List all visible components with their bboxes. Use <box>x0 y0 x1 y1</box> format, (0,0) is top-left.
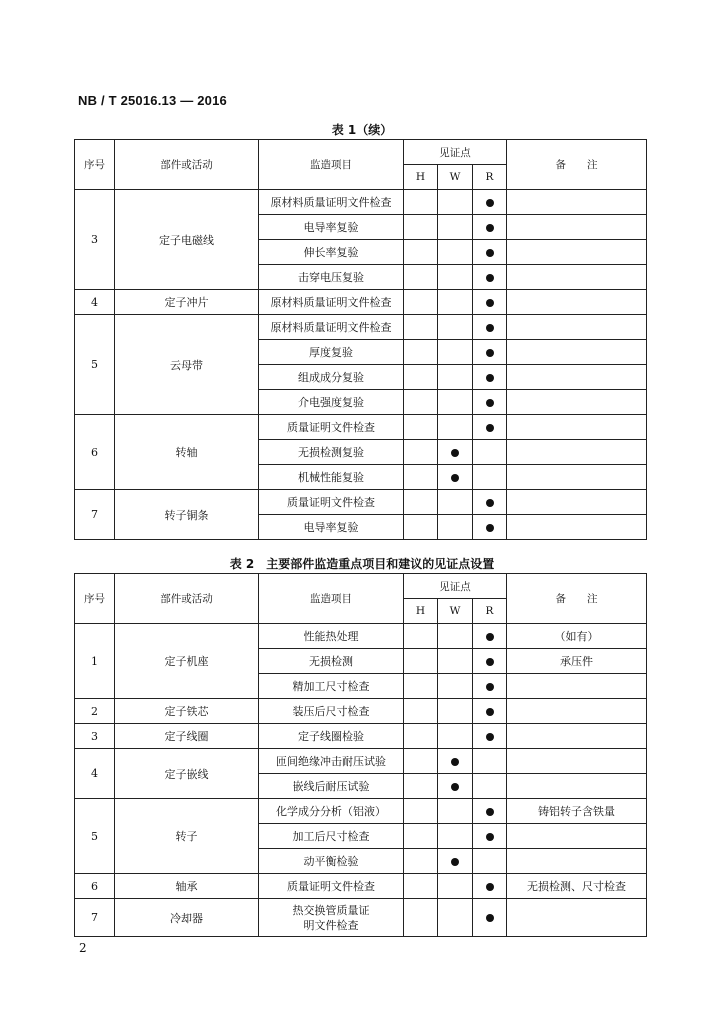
col-header-part: 部件或活动 <box>115 140 259 190</box>
remark <box>507 774 647 799</box>
witness-dot-icon <box>486 708 494 716</box>
remark <box>507 190 647 215</box>
witness-dot-icon <box>486 658 494 666</box>
col-header-h: H <box>404 165 438 190</box>
witness-cell-w <box>438 265 473 290</box>
table-row <box>75 874 647 899</box>
witness-cell-w <box>438 240 473 265</box>
witness-cell-r <box>473 749 507 774</box>
witness-dot-icon <box>486 833 494 841</box>
col-header-h: H <box>404 599 438 624</box>
remark: （如有） <box>507 624 647 649</box>
inspection-item: 击穿电压复验 <box>259 265 404 290</box>
inspection-item: 无损检测 <box>259 649 404 674</box>
part-name: 定子铁芯 <box>115 699 259 724</box>
witness-cell-w <box>438 874 473 899</box>
witness-cell-w <box>438 799 473 824</box>
witness-dot-icon <box>486 633 494 641</box>
table1-caption: 表 1（续） <box>331 123 393 137</box>
witness-cell-w <box>438 849 473 874</box>
witness-dot-icon <box>486 199 494 207</box>
inspection-item: 装压后尺寸检查 <box>259 699 404 724</box>
inspection-item: 动平衡检验 <box>259 849 404 874</box>
witness-cell-w <box>438 415 473 440</box>
witness-cell-r <box>473 674 507 699</box>
witness-cell-w <box>438 215 473 240</box>
inspection-item: 性能热处理 <box>259 624 404 649</box>
col-header-w: W <box>438 165 473 190</box>
table-row <box>75 899 647 937</box>
inspection-item: 厚度复验 <box>259 340 404 365</box>
table-row <box>75 490 647 515</box>
remark <box>507 340 647 365</box>
witness-dot-icon <box>451 783 459 791</box>
witness-cell-r <box>473 190 507 215</box>
witness-cell-r <box>473 624 507 649</box>
witness-cell-h <box>404 215 438 240</box>
witness-cell-r <box>473 390 507 415</box>
witness-cell-w <box>438 440 473 465</box>
witness-cell-h <box>404 340 438 365</box>
remark <box>507 824 647 849</box>
witness-cell-w <box>438 490 473 515</box>
inspection-item: 匝间绝缘冲击耐压试验 <box>259 749 404 774</box>
witness-cell-w <box>438 674 473 699</box>
witness-dot-icon <box>486 424 494 432</box>
inspection-item: 原材料质量证明文件检查 <box>259 315 404 340</box>
col-header-r: R <box>473 165 507 190</box>
witness-cell-w <box>438 824 473 849</box>
col-header-no: 序号 <box>75 574 115 624</box>
witness-cell-h <box>404 515 438 540</box>
remark <box>507 440 647 465</box>
table-row <box>75 415 647 440</box>
part-name: 轴承 <box>115 874 259 899</box>
witness-cell-h <box>404 824 438 849</box>
witness-dot-icon <box>451 858 459 866</box>
witness-cell-r <box>473 290 507 315</box>
col-header-remark: 备 注 <box>507 574 647 624</box>
remark <box>507 390 647 415</box>
remark <box>507 490 647 515</box>
col-header-item: 监造项目 <box>259 140 404 190</box>
part-name: 定子嵌线 <box>115 749 259 799</box>
inspection-item: 质量证明文件检查 <box>259 490 404 515</box>
witness-cell-r <box>473 440 507 465</box>
witness-dot-icon <box>486 249 494 257</box>
inspection-item: 定子线圈检验 <box>259 724 404 749</box>
witness-cell-w <box>438 390 473 415</box>
inspection-item: 热交换管质量证明文件检查 <box>259 899 404 937</box>
witness-cell-w <box>438 699 473 724</box>
witness-dot-icon <box>451 449 459 457</box>
witness-cell-r <box>473 824 507 849</box>
witness-dot-icon <box>486 524 494 532</box>
col-header-points: 见证点 <box>404 574 507 599</box>
part-name: 冷却器 <box>115 899 259 937</box>
witness-dot-icon <box>486 224 494 232</box>
witness-cell-h <box>404 849 438 874</box>
witness-cell-h <box>404 490 438 515</box>
remark <box>507 240 647 265</box>
inspection-item: 组成成分复验 <box>259 365 404 390</box>
witness-cell-h <box>404 415 438 440</box>
witness-cell-r <box>473 649 507 674</box>
col-header-r: R <box>473 599 507 624</box>
witness-cell-h <box>404 290 438 315</box>
witness-cell-r <box>473 340 507 365</box>
remark <box>507 265 647 290</box>
col-header-remark: 备 注 <box>507 140 647 190</box>
witness-cell-r <box>473 874 507 899</box>
remark <box>507 724 647 749</box>
remark <box>507 415 647 440</box>
witness-cell-r <box>473 315 507 340</box>
witness-dot-icon <box>486 349 494 357</box>
witness-cell-w <box>438 315 473 340</box>
witness-cell-h <box>404 874 438 899</box>
witness-dot-icon <box>486 274 494 282</box>
remark <box>507 515 647 540</box>
table-row <box>75 724 647 749</box>
witness-cell-r <box>473 415 507 440</box>
witness-cell-r <box>473 515 507 540</box>
witness-dot-icon <box>486 399 494 407</box>
witness-cell-h <box>404 624 438 649</box>
witness-cell-r <box>473 699 507 724</box>
inspection-item: 精加工尺寸检查 <box>259 674 404 699</box>
table-row <box>75 315 647 340</box>
row-number: 7 <box>75 899 115 937</box>
row-number: 3 <box>75 190 115 290</box>
row-number: 5 <box>75 799 115 874</box>
witness-cell-w <box>438 190 473 215</box>
witness-dot-icon <box>486 683 494 691</box>
witness-cell-w <box>438 340 473 365</box>
table-row <box>75 290 647 315</box>
witness-cell-w <box>438 749 473 774</box>
inspection-item: 嵌线后耐压试验 <box>259 774 404 799</box>
witness-cell-r <box>473 724 507 749</box>
col-header-part: 部件或活动 <box>115 574 259 624</box>
remark <box>507 365 647 390</box>
remark <box>507 674 647 699</box>
witness-dot-icon <box>486 914 494 922</box>
witness-cell-h <box>404 440 438 465</box>
witness-cell-r <box>473 899 507 937</box>
inspection-item: 化学成分分析（铝液） <box>259 799 404 824</box>
inspection-item: 质量证明文件检查 <box>259 415 404 440</box>
part-name: 定子电磁线 <box>115 190 259 290</box>
witness-cell-h <box>404 649 438 674</box>
witness-cell-r <box>473 215 507 240</box>
witness-cell-h <box>404 265 438 290</box>
inspection-item: 无损检测复验 <box>259 440 404 465</box>
remark: 承压件 <box>507 649 647 674</box>
witness-cell-h <box>404 315 438 340</box>
table-row <box>75 799 647 824</box>
witness-cell-h <box>404 240 438 265</box>
witness-dot-icon <box>486 499 494 507</box>
witness-dot-icon <box>486 733 494 741</box>
remark <box>507 899 647 937</box>
witness-dot-icon <box>486 324 494 332</box>
remark: 无损检测、尺寸检查 <box>507 874 647 899</box>
part-name: 定子线圈 <box>115 724 259 749</box>
witness-dot-icon <box>451 758 459 766</box>
witness-cell-r <box>473 490 507 515</box>
witness-cell-w <box>438 624 473 649</box>
col-header-no: 序号 <box>75 140 115 190</box>
witness-cell-w <box>438 649 473 674</box>
witness-cell-r <box>473 365 507 390</box>
row-number: 5 <box>75 315 115 415</box>
table2-caption: 表 2 主要部件监造重点项目和建议的见证点设置 <box>229 557 495 571</box>
remark <box>507 699 647 724</box>
table-row <box>75 699 647 724</box>
witness-cell-h <box>404 465 438 490</box>
witness-cell-h <box>404 724 438 749</box>
row-number: 6 <box>75 415 115 490</box>
col-header-w: W <box>438 599 473 624</box>
part-name: 转轴 <box>115 415 259 490</box>
witness-cell-h <box>404 899 438 937</box>
part-name: 定子机座 <box>115 624 259 699</box>
page-number: 2 <box>79 941 87 955</box>
row-number: 2 <box>75 699 115 724</box>
remark <box>507 290 647 315</box>
inspection-item: 原材料质量证明文件检查 <box>259 190 404 215</box>
inspection-item: 电导率复验 <box>259 215 404 240</box>
witness-cell-h <box>404 674 438 699</box>
row-number: 4 <box>75 290 115 315</box>
inspection-item: 伸长率复验 <box>259 240 404 265</box>
remark <box>507 465 647 490</box>
witness-cell-w <box>438 774 473 799</box>
witness-dot-icon <box>486 374 494 382</box>
witness-cell-w <box>438 365 473 390</box>
part-name: 转子 <box>115 799 259 874</box>
inspection-item: 质量证明文件检查 <box>259 874 404 899</box>
witness-dot-icon <box>486 883 494 891</box>
witness-cell-w <box>438 515 473 540</box>
witness-cell-h <box>404 390 438 415</box>
inspection-item: 机械性能复验 <box>259 465 404 490</box>
witness-dot-icon <box>486 808 494 816</box>
table-row <box>75 624 647 649</box>
witness-dot-icon <box>486 299 494 307</box>
row-number: 3 <box>75 724 115 749</box>
standard-code: NB / T 25016.13 — 2016 <box>78 93 227 108</box>
inspection-item: 原材料质量证明文件检查 <box>259 290 404 315</box>
witness-cell-r <box>473 265 507 290</box>
part-name: 云母带 <box>115 315 259 415</box>
witness-cell-r <box>473 849 507 874</box>
witness-cell-r <box>473 799 507 824</box>
table2 <box>74 573 647 937</box>
table-row <box>75 190 647 215</box>
witness-dot-icon <box>451 474 459 482</box>
witness-cell-h <box>404 774 438 799</box>
witness-cell-r <box>473 465 507 490</box>
witness-cell-w <box>438 899 473 937</box>
row-number: 1 <box>75 624 115 699</box>
witness-cell-r <box>473 774 507 799</box>
part-name: 转子铜条 <box>115 490 259 540</box>
table1 <box>74 139 647 540</box>
row-number: 4 <box>75 749 115 799</box>
table-row <box>75 749 647 774</box>
col-header-item: 监造项目 <box>259 574 404 624</box>
witness-cell-h <box>404 365 438 390</box>
remark <box>507 749 647 774</box>
col-header-points: 见证点 <box>404 140 507 165</box>
witness-cell-w <box>438 724 473 749</box>
inspection-item: 加工后尺寸检查 <box>259 824 404 849</box>
row-number: 6 <box>75 874 115 899</box>
row-number: 7 <box>75 490 115 540</box>
witness-cell-h <box>404 749 438 774</box>
witness-cell-h <box>404 190 438 215</box>
witness-cell-r <box>473 240 507 265</box>
part-name: 定子冲片 <box>115 290 259 315</box>
remark: 铸铝转子含铁量 <box>507 799 647 824</box>
inspection-item: 电导率复验 <box>259 515 404 540</box>
witness-cell-h <box>404 799 438 824</box>
remark <box>507 215 647 240</box>
inspection-item: 介电强度复验 <box>259 390 404 415</box>
witness-cell-w <box>438 290 473 315</box>
witness-cell-h <box>404 699 438 724</box>
remark <box>507 849 647 874</box>
witness-cell-w <box>438 465 473 490</box>
remark <box>507 315 647 340</box>
